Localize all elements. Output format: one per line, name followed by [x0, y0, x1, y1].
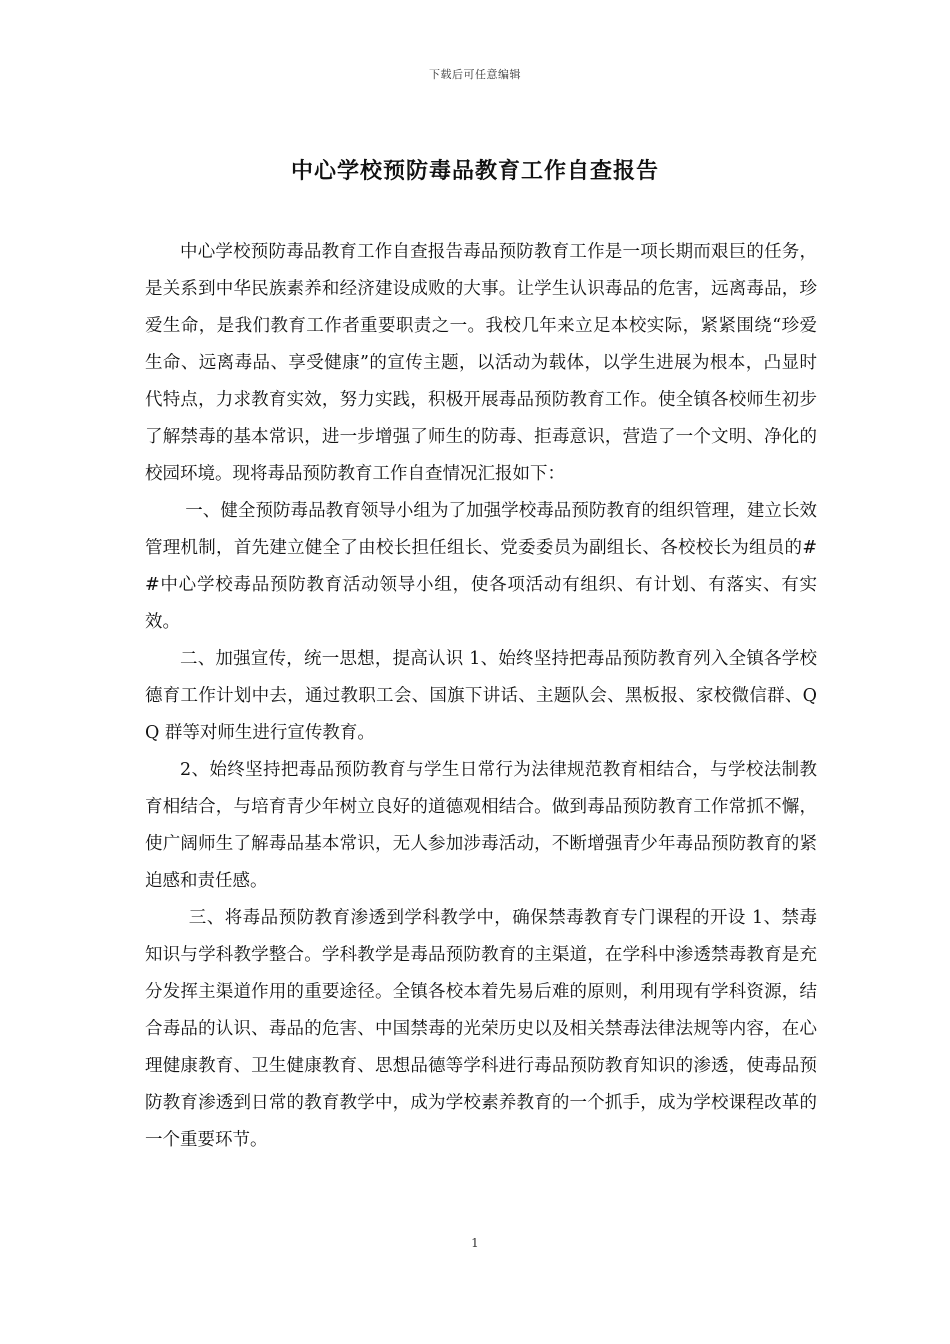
- paragraph-intro: 中心学校预防毒品教育工作自查报告毒品预防教育工作是一项长期而艰巨的任务，是关系到中华民族素养和经济建设成败的大事。让学生认识毒品的危害，远离毒品，珍爱生命，是我们教育工作者重要职责之一。我校几年来立足本校实际，紧紧围绕“珍爱生命、远离毒品、享受健康”的宣传主题，以活动为载体，以学生进展为根本，凸显时代特点，力求教育实效，努力实践，积极开展毒品预防教育工作。使全镇各校师生初步了解禁毒的基本常识，进一步增强了师生的防毒、拒毒意识，营造了一个文明、净化的校园环境。现将毒品预防教育工作自查情况汇报如下：: [145, 242, 817, 484]
- paragraph-section-2: 二、加强宣传，统一思想，提高认识 1、始终坚持把毒品预防教育列入全镇各学校德育工作计划中去，通过教职工会、国旗下讲话、主题队会、黑板报、家校微信群、QQ 群等对师生进行宣传教育。: [145, 649, 817, 743]
- paragraph-section-1: 一、健全预防毒品教育领导小组为了加强学校毒品预防教育的组织管理，建立长效管理机制，首先建立健全了由校长担任组长、党委委员为副组长、各校校长为组员的##中心学校毒品预防教育活动领导小组，使各项活动有组织、有计划、有落实、有实效。: [145, 501, 817, 632]
- page-number: 1: [471, 1236, 479, 1250]
- header-note: 下载后可任意编辑: [429, 68, 521, 81]
- document-body: [145, 234, 817, 1159]
- document-title: 中心学校预防毒品教育工作自查报告: [290, 158, 659, 184]
- paragraph-section-2-item-2: 2、始终坚持把毒品预防教育与学生日常行为法律规范教育相结合，与学校法制教育相结合，与培育青少年树立良好的道德观相结合。做到毒品预防教育工作常抓不懈，使广阔师生了解毒品基本常识，无人参加涉毒活动，不断增强青少年毒品预防教育的紧迫感和责任感。: [145, 760, 817, 891]
- paragraph-section-3: 三、将毒品预防教育渗透到学科教学中，确保禁毒教育专门课程的开设 1、禁毒知识与学科教学整合。学科教学是毒品预防教育的主渠道，在学科中渗透禁毒教育是充分发挥主渠道作用的重要途径。全镇各校本着先易后难的原则，利用现有学科资源，结合毒品的认识、毒品的危害、中国禁毒的光荣历史以及相关禁毒法律法规等内容，在心理健康教育、卫生健康教育、思想品德等学科进行毒品预防教育知识的渗透，使毒品预防教育渗透到日常的教育教学中，成为学校素养教育的一个抓手，成为学校课程改革的一个重要环节。: [145, 908, 817, 1150]
